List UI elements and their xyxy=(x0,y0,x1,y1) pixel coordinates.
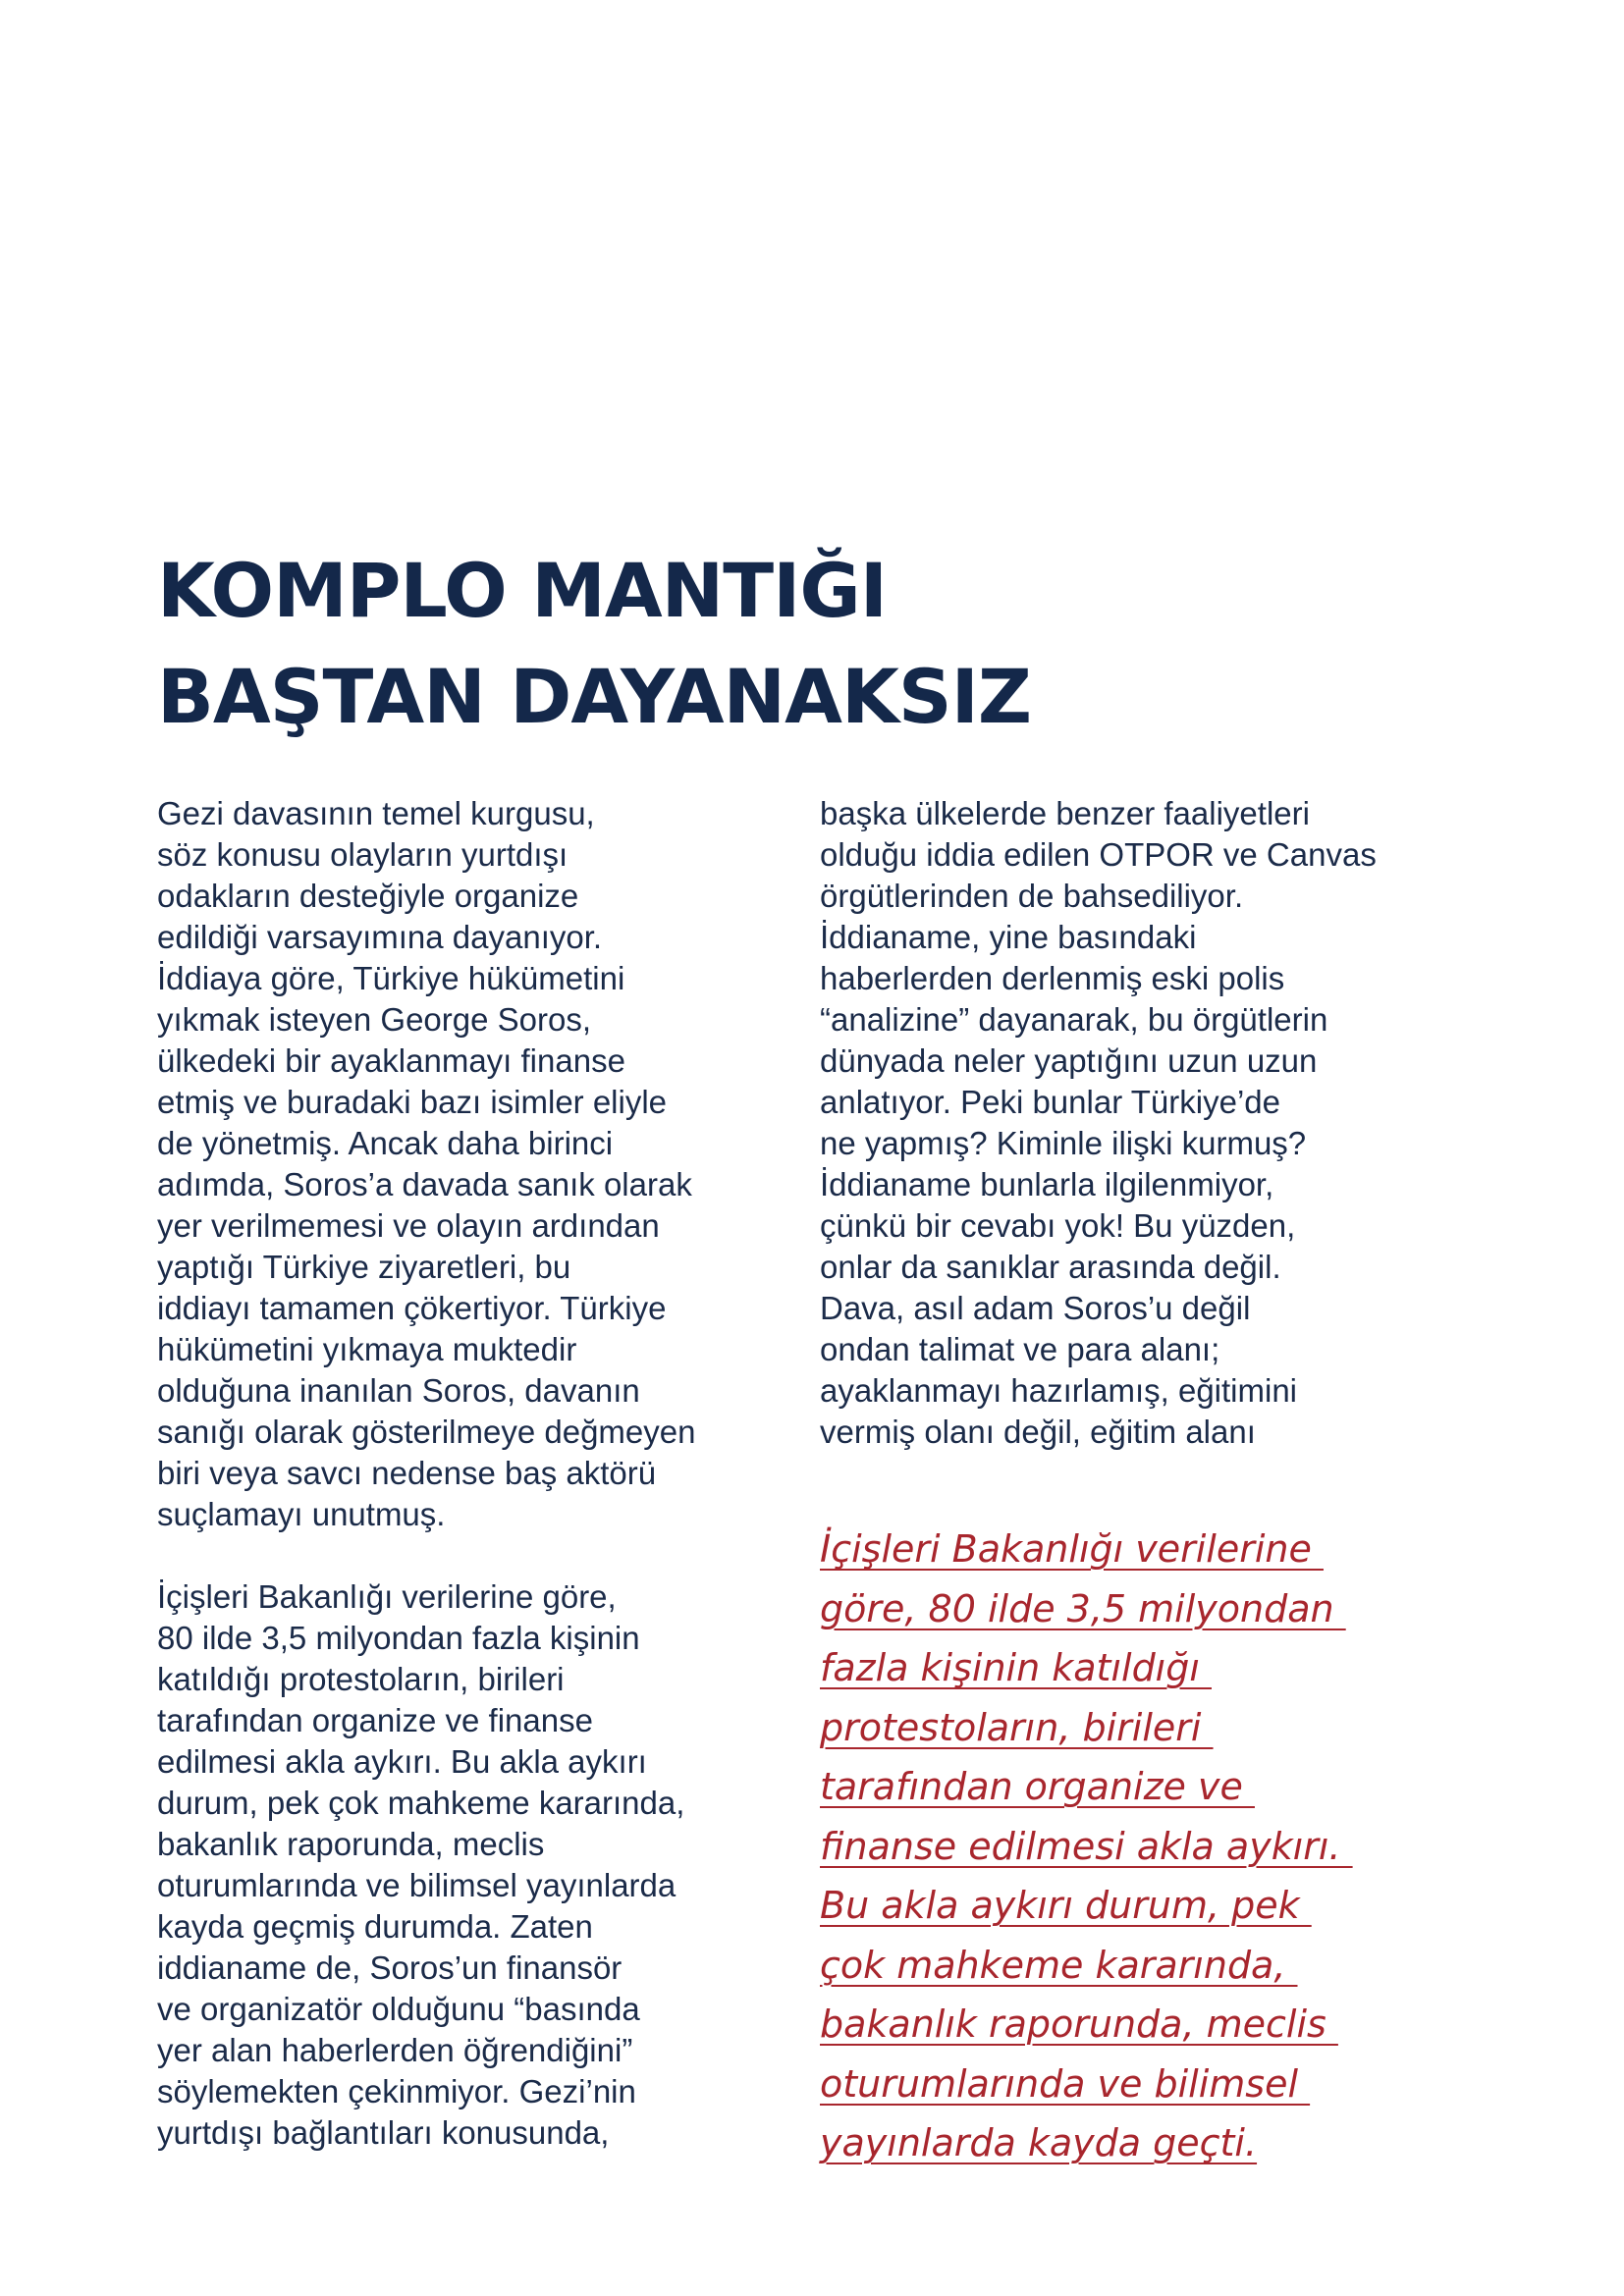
text-line: ve organizatör olduğunu “basında xyxy=(157,1991,640,2027)
text-line: olduğu iddia edilen OTPOR ve Canvas xyxy=(820,836,1377,873)
text-line: kayda geçmiş durumda. Zaten xyxy=(157,1908,593,1945)
pull-quote-text: oturumlarında ve bilimsel xyxy=(820,2061,1311,2106)
pull-quote-text: fazla kişinin katıldığı xyxy=(820,1646,1212,1689)
pull-quote-text: göre, 80 ilde 3,5 milyondan xyxy=(820,1586,1346,1630)
text-line: durum, pek çok mahkeme kararında, xyxy=(157,1785,685,1821)
text-line: katıldığı protestoların, birileri xyxy=(157,1661,565,1697)
text-line: vermiş olanı değil, eğitim alanı xyxy=(820,1414,1256,1450)
text-line: suçlamayı unutmuş. xyxy=(157,1496,446,1532)
text-line: söylemekten çekinmiyor. Gezi’nin xyxy=(157,2073,636,2109)
pull-quote-text: yayınlarda kayda geçti. xyxy=(820,2121,1258,2164)
title-line: BAŞTAN DAYANAKSIZ xyxy=(157,653,1031,740)
text-line: yer verilmemesi ve olayın ardından xyxy=(157,1207,660,1244)
pull-quote-line xyxy=(820,1995,1448,2055)
text-line: yurtdışı bağlantıları konusunda, xyxy=(157,2114,610,2151)
text-line: biri veya savcı nedense baş aktörü xyxy=(157,1455,657,1491)
pull-quote-text: Bu akla aykırı durum, pek xyxy=(820,1884,1312,1927)
text-line: sanığı olarak gösterilmeye değmeyen xyxy=(157,1414,696,1450)
title-line: KOMPLO MANTIĞI xyxy=(157,547,888,634)
text-line: İddianame bunlarla ilgilenmiyor, xyxy=(820,1166,1274,1202)
text-line: ne yapmış? Kiminle ilişki kurmuş? xyxy=(820,1125,1307,1161)
text-line: odakların desteğiyle organize xyxy=(157,878,579,914)
text-line: dünyada neler yaptığını uzun uzun xyxy=(820,1042,1318,1079)
text-line: olduğuna inanılan Soros, davanın xyxy=(157,1372,640,1409)
text-line: İddianame, yine basındaki xyxy=(820,919,1197,955)
pull-quote-line xyxy=(820,1520,1448,1579)
text-line: başka ülkelerde benzer faaliyetleri xyxy=(820,795,1310,831)
text-line: edildiği varsayımına dayanıyor. xyxy=(157,919,603,955)
text-line: etmiş ve buradaki bazı isimler eliyle xyxy=(157,1084,668,1120)
text-line: iddianame de, Soros’un finansör xyxy=(157,1949,623,1986)
paragraph xyxy=(157,793,785,1535)
text-line: Gezi davasının temel kurgusu, xyxy=(157,795,595,831)
paragraph xyxy=(820,793,1448,1453)
text-line: oturumlarında ve bilimsel yayınlarda xyxy=(157,1867,677,1903)
text-line: ondan talimat ve para alanı; xyxy=(820,1331,1220,1367)
text-line: 80 ilde 3,5 milyondan fazla kişinin xyxy=(157,1620,640,1656)
text-line: ayaklanmayı hazırlamış, eğitimini xyxy=(820,1372,1298,1409)
text-line: bakanlık raporunda, meclis xyxy=(157,1826,545,1862)
text-line: İçişleri Bakanlığı verilerine göre, xyxy=(157,1578,617,1615)
text-line: yıkmak isteyen George Soros, xyxy=(157,1001,592,1038)
pull-quote-text: çok mahkeme kararında, xyxy=(820,1943,1298,1987)
pull-quote-text: İçişleri Bakanlığı verilerine xyxy=(820,1527,1324,1571)
pull-quote-line xyxy=(820,2055,1448,2114)
text-line: “analizine” dayanarak, bu örgütlerin xyxy=(820,1001,1328,1038)
pull-quote-line xyxy=(820,1936,1448,1996)
text-line: hükümetini yıkmaya muktedir xyxy=(157,1331,577,1367)
text-line: iddiayı tamamen çökertiyor. Türkiye xyxy=(157,1290,667,1326)
text-line: İddiaya göre, Türkiye hükümetini xyxy=(157,960,625,996)
pull-quote xyxy=(820,1520,1448,2173)
pull-quote-text: finanse edilmesi akla aykırı. xyxy=(820,1824,1353,1868)
text-line: edilmesi akla aykırı. Bu akla aykırı xyxy=(157,1743,647,1780)
text-line: söz konusu olayların yurtdışı xyxy=(157,836,568,873)
text-line: tarafından organize ve finanse xyxy=(157,1702,593,1738)
text-line: yaptığı Türkiye ziyaretleri, bu xyxy=(157,1249,571,1285)
left-column xyxy=(157,793,785,2154)
paragraph-gap xyxy=(157,1535,785,1576)
text-line: adımda, Soros’a davada sanık olarak xyxy=(157,1166,692,1202)
pull-quote-text: tarafından organize ve xyxy=(820,1765,1255,1808)
pull-quote-line xyxy=(820,1876,1448,1936)
text-line: çünkü bir cevabı yok! Bu yüzden, xyxy=(820,1207,1296,1244)
text-line: de yönetmiş. Ancak daha birinci xyxy=(157,1125,614,1161)
pull-quote-text: protestoların, birileri xyxy=(820,1705,1214,1749)
text-line: onlar da sanıklar arasında değil. xyxy=(820,1249,1281,1285)
pull-quote-text: bakanlık raporunda, meclis xyxy=(820,2002,1338,2046)
text-line: anlatıyor. Peki bunlar Türkiye’de xyxy=(820,1084,1280,1120)
pull-quote-line xyxy=(820,2113,1448,2173)
pull-quote-line xyxy=(820,1757,1448,1817)
article-title xyxy=(157,538,1031,750)
pull-quote-line xyxy=(820,1698,1448,1758)
text-line: haberlerden derlenmiş eski polis xyxy=(820,960,1285,996)
text-line: yer alan haberlerden öğrendiğini” xyxy=(157,2032,633,2068)
pull-quote-line xyxy=(820,1579,1448,1639)
text-line: ülkedeki bir ayaklanmayı finanse xyxy=(157,1042,625,1079)
pull-quote-line xyxy=(820,1817,1448,1877)
pull-quote-line xyxy=(820,1638,1448,1698)
text-line: örgütlerinden de bahsediliyor. xyxy=(820,878,1244,914)
right-column xyxy=(820,793,1448,1453)
paragraph xyxy=(157,1576,785,2154)
text-line: Dava, asıl adam Soros’u değil xyxy=(820,1290,1251,1326)
